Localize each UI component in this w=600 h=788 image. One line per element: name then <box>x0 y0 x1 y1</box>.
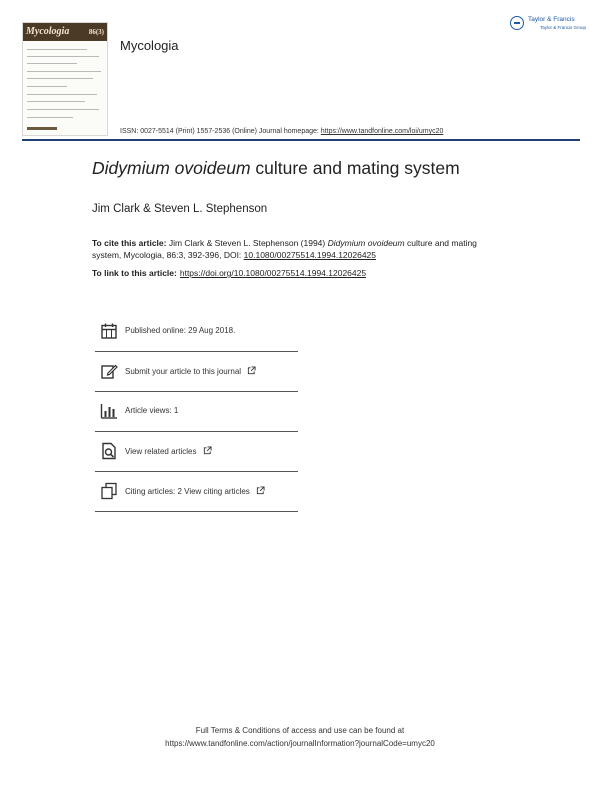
cover-band <box>23 23 107 41</box>
journal-cover-thumbnail <box>22 22 108 136</box>
article-authors: Jim Clark & Steven L. Stephenson <box>92 203 268 215</box>
citation-block <box>92 237 502 261</box>
citation-italic: Didymium ovoideum <box>327 238 405 248</box>
submit-article-link[interactable] <box>125 366 256 376</box>
cover-text-line <box>27 63 77 64</box>
article-link-line <box>92 268 366 278</box>
citing-articles-link[interactable] <box>125 486 265 496</box>
publisher-name: Taylor & Francis <box>528 16 575 23</box>
published-online-text: Published online: 29 Aug 2018. <box>125 326 236 335</box>
article-title-italic: Didymium ovoideum <box>92 158 251 178</box>
cover-text-line <box>27 71 101 72</box>
journal-title[interactable]: Mycologia <box>120 38 179 53</box>
cover-publisher-mark <box>27 127 57 130</box>
article-title <box>92 158 460 179</box>
article-views-text: Article views: 1 <box>125 406 179 415</box>
cover-text-line <box>27 101 85 102</box>
citation-doi-link[interactable]: 10.1080/00275514.1994.12026425 <box>243 250 377 260</box>
article-doi-link[interactable]: https://doi.org/10.1080/00275514.1994.12026425 <box>179 268 367 278</box>
footer-terms-text: Full Terms & Conditions of access and use can be found at <box>195 726 405 735</box>
cover-text-line <box>27 86 67 87</box>
published-online-row <box>95 312 298 352</box>
citing-articles-row[interactable] <box>95 472 298 512</box>
footer <box>0 724 600 750</box>
search-document-icon <box>100 442 118 460</box>
external-link-icon <box>256 486 265 495</box>
cover-text-line <box>27 117 73 118</box>
cover-text-line <box>27 94 97 95</box>
submit-article-text: Submit your article to this journal <box>125 367 242 376</box>
related-articles-text: View related articles <box>125 447 197 456</box>
cover-text-line <box>27 78 93 79</box>
journal-homepage-link[interactable]: https://www.tandfonline.com/loi/umyc20 <box>320 128 444 135</box>
cover-title: Mycologia <box>26 26 70 37</box>
article-title-rest: culture and mating system <box>250 158 460 178</box>
header-divider <box>22 139 580 141</box>
article-views-row <box>95 392 298 432</box>
publisher-logo[interactable] <box>510 16 587 36</box>
footer-journal-info-link[interactable]: https://www.tandfonline.com/action/journalInformation?journalCode=umyc20 <box>165 739 435 748</box>
external-link-icon <box>203 446 212 455</box>
cover-text-line <box>27 109 99 110</box>
issn-line <box>120 128 443 135</box>
citation-text-2: culture and mating system, Mycologia, 86:3, 392-396, DOI: <box>92 238 477 260</box>
citing-icon <box>100 482 118 500</box>
publisher-tagline: Taylor & Francis Group <box>540 25 587 30</box>
related-articles-link[interactable] <box>125 446 212 456</box>
bar-chart-icon <box>100 402 118 420</box>
issn-text: ISSN: 0027-5514 (Print) 1557-2536 (Online) Journal homepage: <box>120 128 321 135</box>
cover-issue: 86(3) <box>88 28 104 36</box>
related-articles-row[interactable] <box>95 432 298 472</box>
publisher-logo-icon <box>510 16 524 30</box>
article-link-label: To link to this article: <box>92 268 177 278</box>
calendar-icon <box>100 322 118 340</box>
citation-label: To cite this article: <box>92 238 167 248</box>
citation-text-1: Jim Clark & Steven L. Stephenson (1994) <box>166 238 328 248</box>
submit-article-row[interactable] <box>95 352 298 392</box>
cover-text-line <box>27 49 87 50</box>
citing-articles-text: Citing articles: 2 View citing articles <box>125 487 250 496</box>
cover-text-line <box>27 56 99 57</box>
edit-icon <box>100 362 118 380</box>
external-link-icon <box>247 366 256 375</box>
